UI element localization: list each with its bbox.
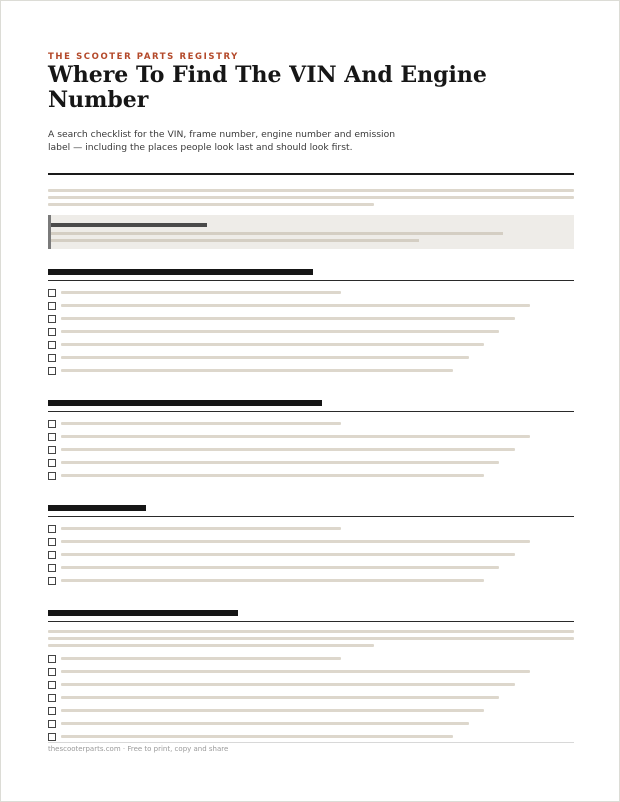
checkbox[interactable]	[48, 538, 56, 546]
section-heading-placeholder	[48, 400, 322, 406]
checklist-item[interactable]	[48, 446, 574, 454]
item-text-placeholder	[61, 291, 341, 294]
checklist-item[interactable]	[48, 302, 574, 310]
item-text-placeholder	[61, 670, 530, 673]
checklist-item[interactable]	[48, 733, 574, 741]
callout-text-placeholder	[51, 232, 503, 235]
checkbox[interactable]	[48, 733, 56, 741]
text-placeholder-line	[48, 630, 574, 633]
checkbox[interactable]	[48, 315, 56, 323]
item-text-placeholder	[61, 304, 530, 307]
section-rule	[48, 411, 574, 412]
text-placeholder-line	[48, 189, 574, 192]
checklist-item[interactable]	[48, 328, 574, 336]
checkbox[interactable]	[48, 551, 56, 559]
item-text-placeholder	[61, 435, 530, 438]
item-text-placeholder	[61, 330, 499, 333]
item-text-placeholder	[61, 566, 499, 569]
checkbox[interactable]	[48, 367, 56, 375]
checkbox[interactable]	[48, 655, 56, 663]
footer-text: thescooterparts.com · Free to print, copy and share	[48, 745, 229, 753]
item-text-placeholder	[61, 696, 499, 699]
checklist-item[interactable]	[48, 577, 574, 585]
callout-box	[48, 215, 574, 249]
item-text-placeholder	[61, 356, 469, 359]
callout-heading-placeholder	[51, 223, 207, 227]
checklist-item[interactable]	[48, 367, 574, 375]
checklist-item[interactable]	[48, 551, 574, 559]
checkbox[interactable]	[48, 720, 56, 728]
section-heading-placeholder	[48, 610, 238, 616]
checkbox[interactable]	[48, 707, 56, 715]
section-heading-placeholder	[48, 269, 313, 275]
checklist-item[interactable]	[48, 668, 574, 676]
item-text-placeholder	[61, 317, 515, 320]
intro-paragraph: A search checklist for the VIN, frame number, engine number and emission label — including the places people look last and should look first.	[48, 129, 396, 153]
checklist-item[interactable]	[48, 315, 574, 323]
item-text-placeholder	[61, 553, 515, 556]
checkbox[interactable]	[48, 341, 56, 349]
item-text-placeholder	[61, 461, 499, 464]
checklist-item[interactable]	[48, 720, 574, 728]
checkbox[interactable]	[48, 459, 56, 467]
checklist-item[interactable]	[48, 655, 574, 663]
checklist-item[interactable]	[48, 433, 574, 441]
text-placeholder-line	[48, 644, 374, 647]
checkbox[interactable]	[48, 446, 56, 454]
checklist-item[interactable]	[48, 289, 574, 297]
footer-divider	[48, 742, 574, 743]
item-text-placeholder	[61, 579, 484, 582]
page-title: Where To Find The VIN And Engine Number	[48, 62, 487, 113]
item-text-placeholder	[61, 657, 341, 660]
text-placeholder-line	[48, 637, 574, 640]
item-text-placeholder	[61, 683, 515, 686]
checkbox[interactable]	[48, 472, 56, 480]
checklist-item[interactable]	[48, 459, 574, 467]
checkbox[interactable]	[48, 433, 56, 441]
item-text-placeholder	[61, 422, 341, 425]
section-rule	[48, 621, 574, 622]
section-rule	[48, 280, 574, 281]
checklist-item[interactable]	[48, 681, 574, 689]
checkbox[interactable]	[48, 302, 56, 310]
checklist-item[interactable]	[48, 707, 574, 715]
item-text-placeholder	[61, 540, 530, 543]
text-placeholder-line	[48, 203, 374, 206]
item-text-placeholder	[61, 474, 484, 477]
item-text-placeholder	[61, 369, 453, 372]
callout-text-placeholder	[51, 239, 419, 242]
item-text-placeholder	[61, 735, 453, 738]
section-heading-placeholder	[48, 505, 146, 511]
checklist-item[interactable]	[48, 525, 574, 533]
checkbox[interactable]	[48, 525, 56, 533]
checklist-item[interactable]	[48, 341, 574, 349]
checklist-item[interactable]	[48, 538, 574, 546]
checkbox[interactable]	[48, 694, 56, 702]
checkbox[interactable]	[48, 577, 56, 585]
checkbox[interactable]	[48, 420, 56, 428]
header-divider	[48, 173, 574, 175]
item-text-placeholder	[61, 722, 469, 725]
publisher-eyebrow: THE SCOOTER PARTS REGISTRY	[48, 52, 239, 62]
checklist-item[interactable]	[48, 472, 574, 480]
checkbox[interactable]	[48, 289, 56, 297]
checkbox[interactable]	[48, 354, 56, 362]
checkbox[interactable]	[48, 328, 56, 336]
text-placeholder-line	[48, 196, 574, 199]
checklist-item[interactable]	[48, 420, 574, 428]
checklist-item[interactable]	[48, 694, 574, 702]
checkbox[interactable]	[48, 564, 56, 572]
item-text-placeholder	[61, 527, 341, 530]
item-text-placeholder	[61, 709, 484, 712]
checkbox[interactable]	[48, 681, 56, 689]
checklist-item[interactable]	[48, 354, 574, 362]
checklist-item[interactable]	[48, 564, 574, 572]
item-text-placeholder	[61, 448, 515, 451]
item-text-placeholder	[61, 343, 484, 346]
section-rule	[48, 516, 574, 517]
checkbox[interactable]	[48, 668, 56, 676]
